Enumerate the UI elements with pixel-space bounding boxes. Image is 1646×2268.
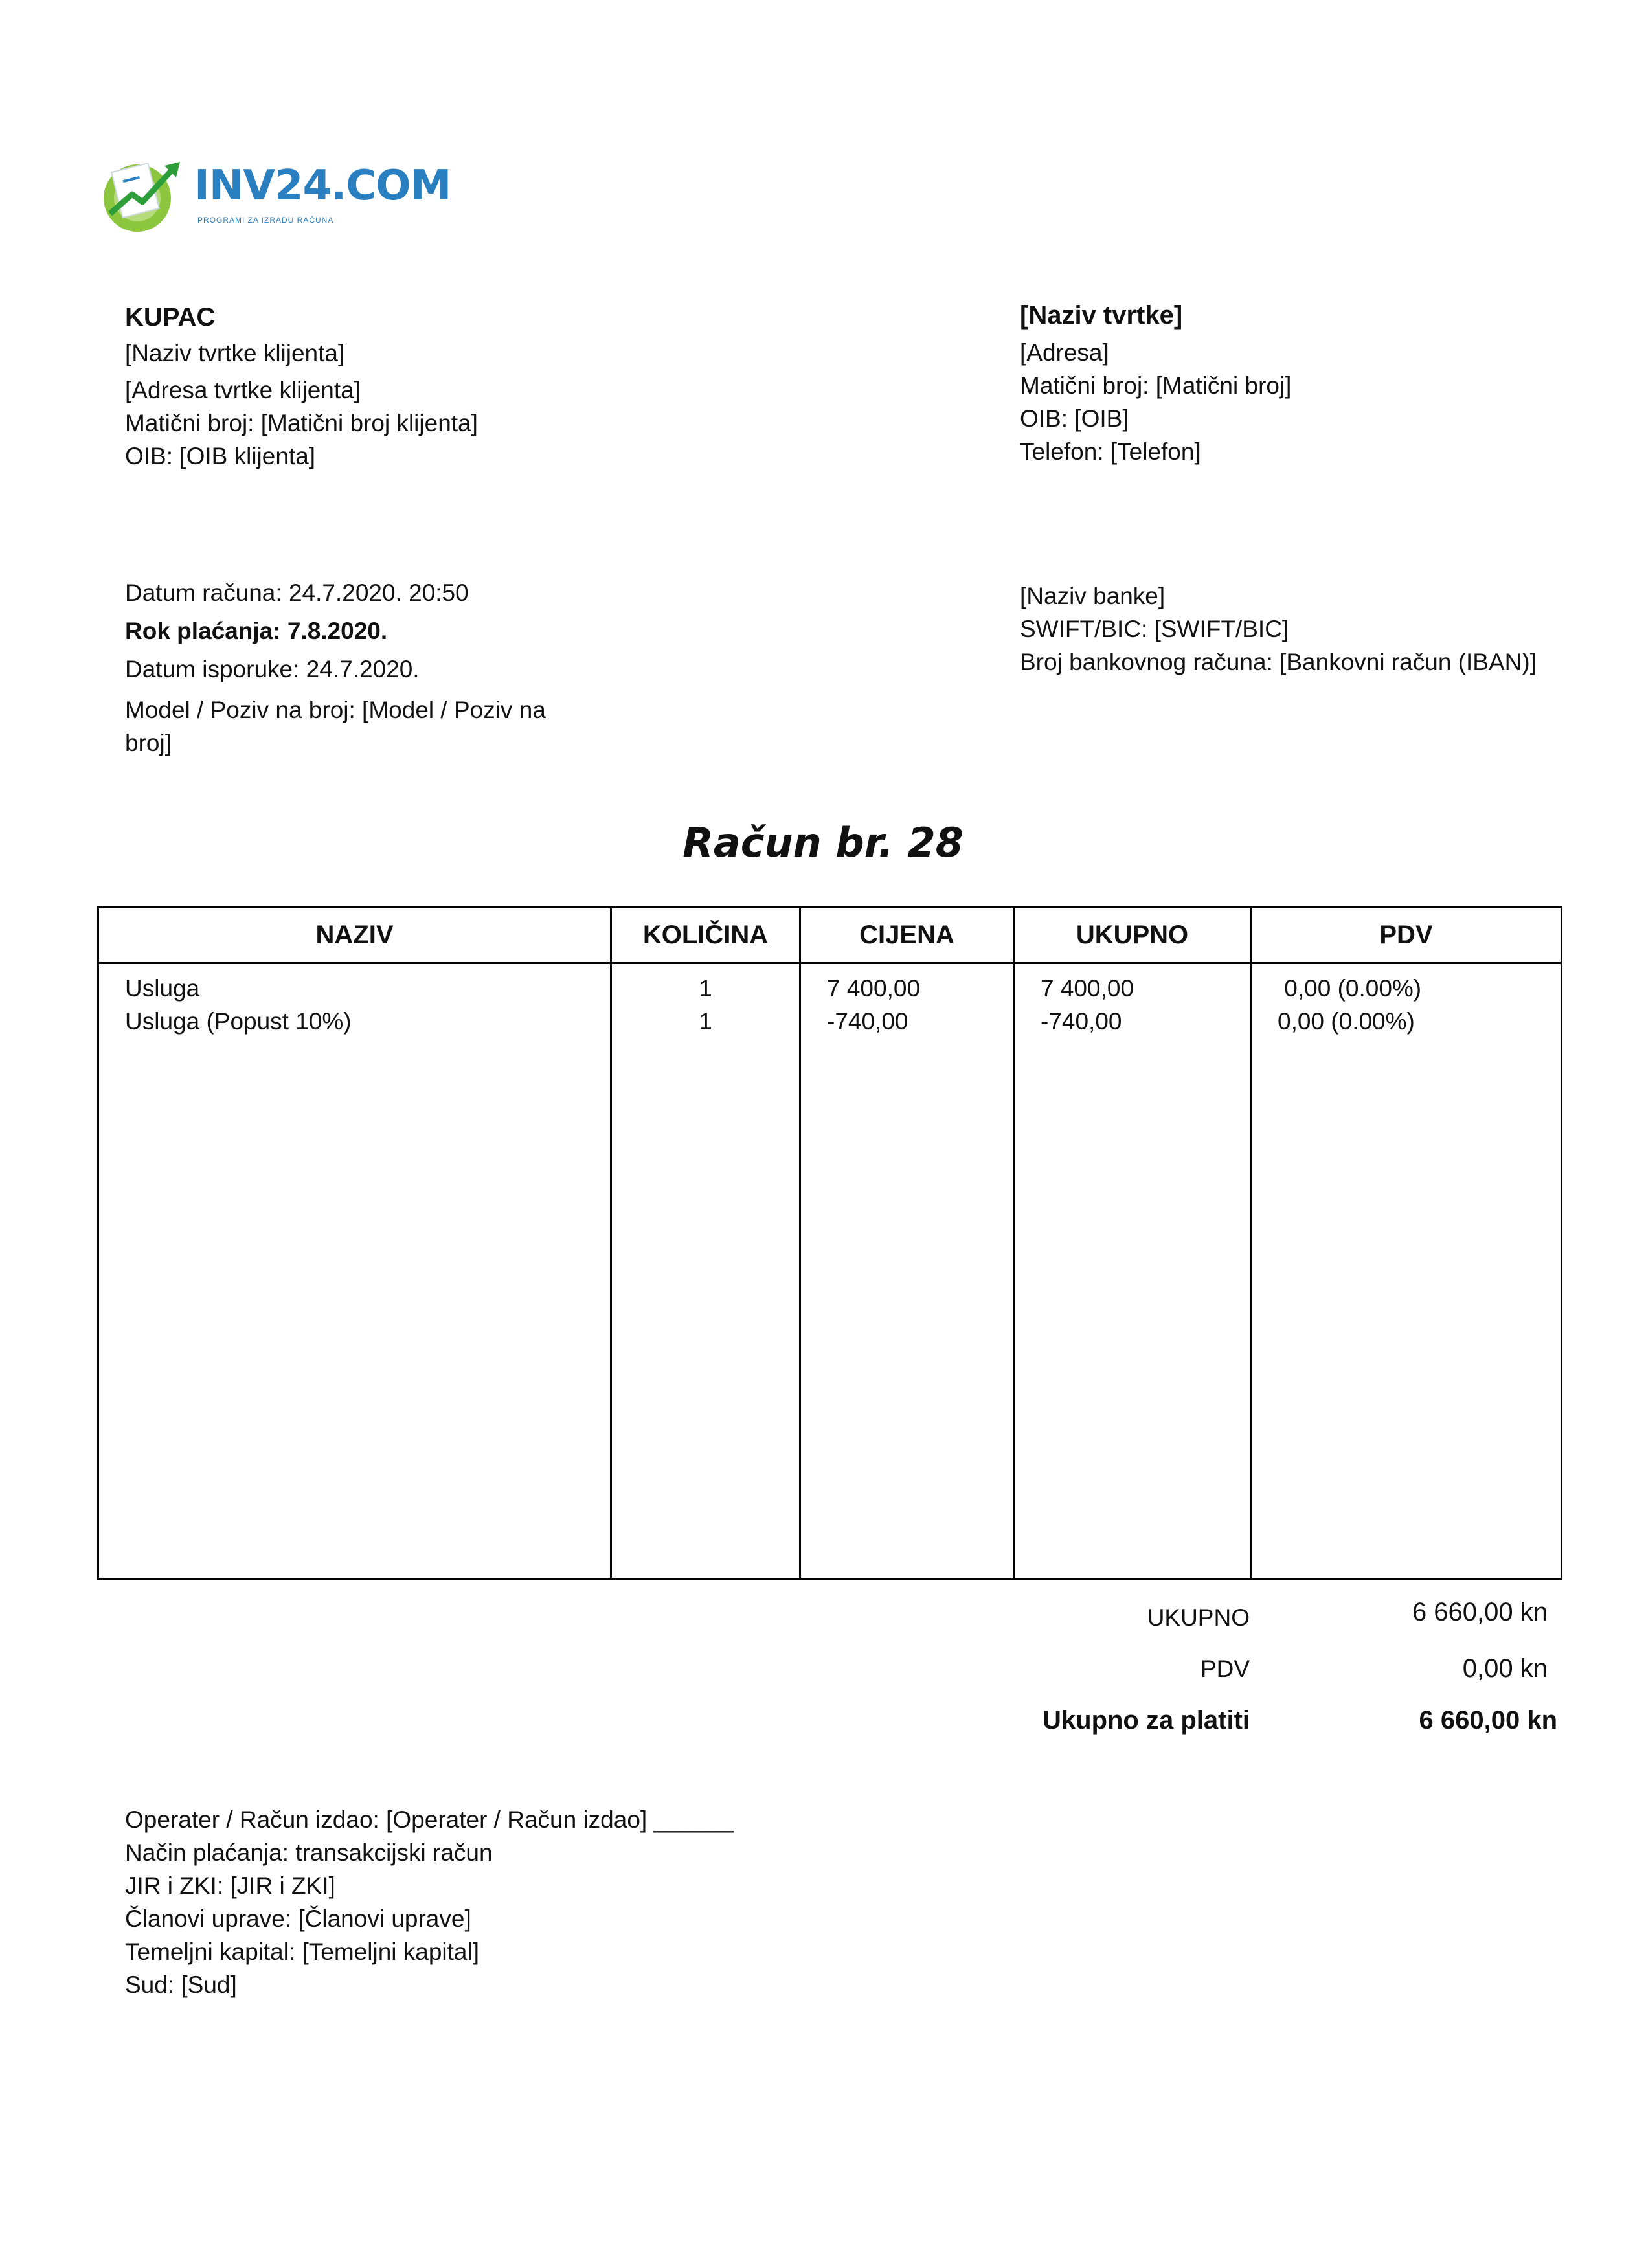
- column-vat: [1251, 963, 1562, 1579]
- row-name: Usluga: [125, 975, 200, 1002]
- logo-icon: [97, 157, 188, 234]
- vat-label: PDV: [1200, 1656, 1250, 1682]
- row-vat: 0,00 (0.00%): [1278, 1008, 1415, 1035]
- payment-reference: Model / Poziv na broj: [Model / Poziv na broj]: [125, 697, 546, 756]
- header-price: CIJENA: [800, 908, 1014, 963]
- row-total: 7 400,00: [1041, 975, 1134, 1002]
- subtotal-label: UKUPNO: [1147, 1604, 1250, 1631]
- items-table: [97, 906, 1562, 1580]
- footer-payment-method: Način plaćanja: transakcijski račun: [125, 1839, 493, 1866]
- footer-jir-zki: JIR i ZKI: [JIR i ZKI]: [125, 1872, 335, 1899]
- buyer-oib: OIB: [OIB klijenta]: [125, 443, 316, 469]
- logo-tagline: PROGRAMI ZA IZRADU RAČUNA: [197, 216, 334, 225]
- due-date: Rok plaćanja: 7.8.2020.: [125, 618, 388, 644]
- row-price: -740,00: [827, 1008, 908, 1035]
- seller-registration: Matični broj: [Matični broj]: [1020, 372, 1292, 399]
- seller-heading: [Naziv tvrtke]: [1020, 301, 1183, 330]
- row-quantity: 1: [699, 975, 712, 1002]
- seller-phone: Telefon: [Telefon]: [1020, 438, 1201, 465]
- invoice-title: Račun br. 28: [682, 819, 964, 866]
- invoice-date: Datum računa: 24.7.2020. 20:50: [125, 579, 469, 606]
- footer-operator: Operater / Račun izdao: [Operater / Račun izdao] ______: [125, 1806, 734, 1833]
- column-quantity: [611, 963, 800, 1579]
- footer-board: Članovi uprave: [Članovi uprave]: [125, 1905, 471, 1932]
- invoice-footer: [125, 1803, 734, 2001]
- buyer-block: [125, 301, 478, 473]
- bank-swift: SWIFT/BIC: [SWIFT/BIC]: [1020, 616, 1289, 642]
- buyer-registration: Matični broj: [Matični broj klijenta]: [125, 410, 478, 436]
- invoice-dates: [125, 576, 578, 759]
- row-name: Usluga (Popust 10%): [125, 1008, 352, 1035]
- delivery-date: Datum isporuke: 24.7.2020.: [125, 656, 420, 682]
- logo-text: INV24.COM: [194, 162, 451, 210]
- row-vat: 0,00 (0.00%): [1278, 975, 1422, 1002]
- table-header-row: [98, 908, 1562, 963]
- grand-total-value: 6 660,00 kn: [1419, 1706, 1557, 1735]
- buyer-name: [Naziv tvrtke klijenta]: [125, 340, 345, 366]
- bank-iban: Broj bankovnog računa: [Bankovni račun (IBAN)]: [1020, 649, 1537, 675]
- vat-value: 0,00 kn: [1462, 1654, 1548, 1683]
- footer-capital: Temeljni kapital: [Temeljni kapital]: [125, 1938, 480, 1965]
- grand-total-label: Ukupno za platiti: [1043, 1706, 1250, 1735]
- header-total: UKUPNO: [1014, 908, 1251, 963]
- seller-address: [Adresa]: [1020, 339, 1109, 366]
- bank-details: [1020, 579, 1537, 679]
- column-total: [1014, 963, 1251, 1579]
- header-vat: PDV: [1251, 908, 1562, 963]
- subtotal-value: 6 660,00 kn: [1412, 1598, 1548, 1626]
- buyer-address: [Adresa tvrtke klijenta]: [125, 377, 361, 403]
- bank-name: [Naziv banke]: [1020, 583, 1166, 609]
- table-body: [98, 963, 1562, 1579]
- header-name: NAZIV: [98, 908, 611, 963]
- row-total: -740,00: [1041, 1008, 1122, 1035]
- buyer-heading: KUPAC: [125, 303, 216, 331]
- seller-block: [1020, 299, 1291, 468]
- row-quantity: 1: [699, 1008, 712, 1035]
- row-price: 7 400,00: [827, 975, 921, 1002]
- seller-oib: OIB: [OIB]: [1020, 405, 1129, 432]
- footer-court: Sud: [Sud]: [125, 1971, 237, 1998]
- company-logo: [97, 149, 451, 240]
- column-name: [98, 963, 611, 1579]
- column-price: [800, 963, 1014, 1579]
- header-quantity: KOLIČINA: [611, 908, 800, 963]
